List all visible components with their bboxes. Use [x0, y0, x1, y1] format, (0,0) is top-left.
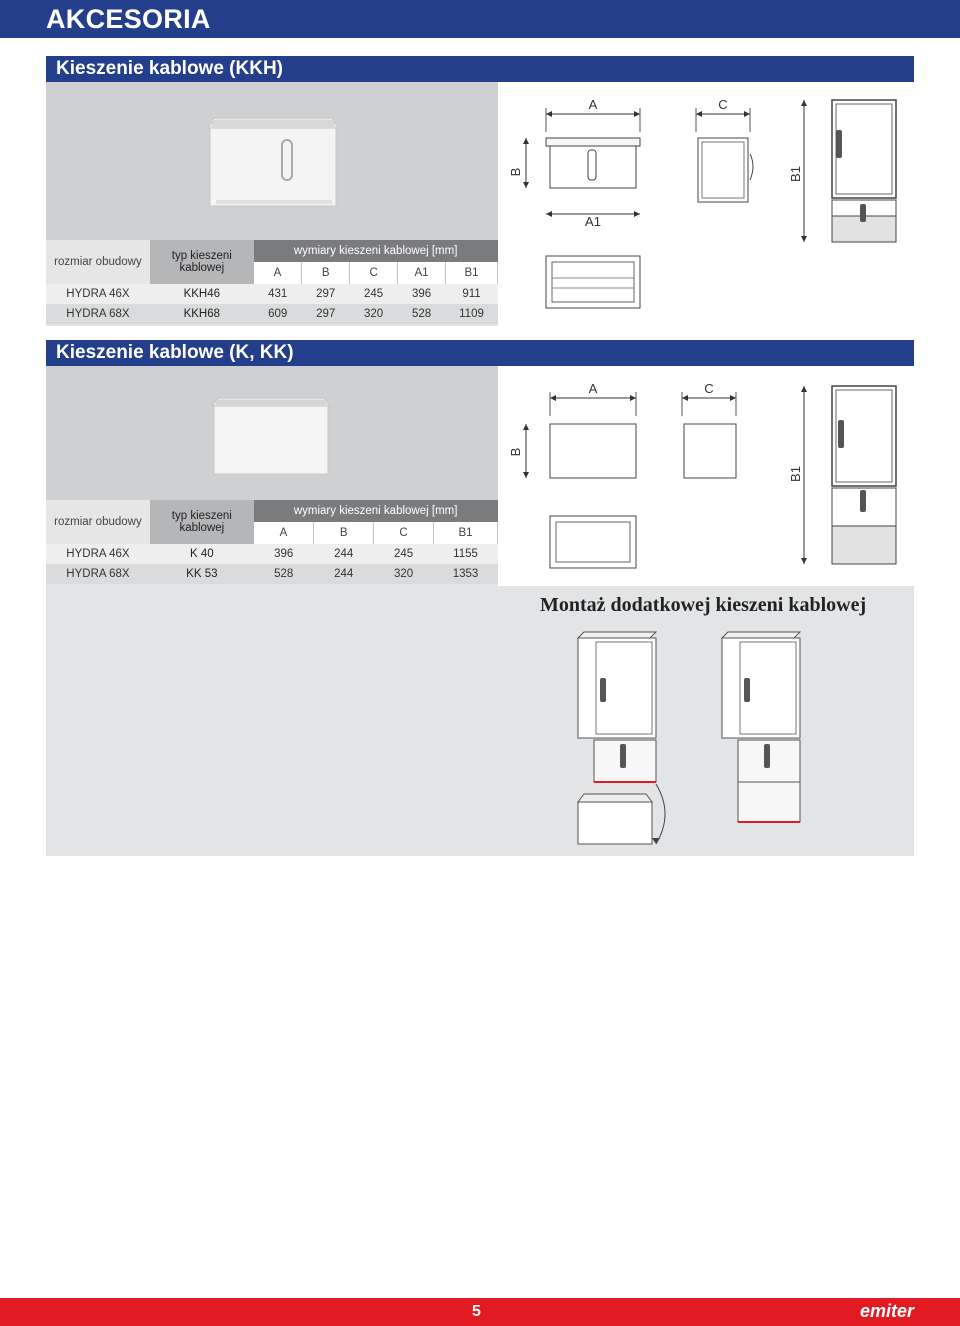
cell-value: 1109 — [446, 304, 498, 324]
dim-header: B1 — [446, 262, 498, 284]
col-header-typ: typ kieszeni kablowej — [150, 240, 254, 284]
dim-label-a: A — [588, 97, 598, 112]
cell-rozmiar: HYDRA 68X — [46, 564, 150, 584]
kkh-technical-drawing — [498, 82, 914, 326]
table-row — [46, 284, 498, 304]
kkh-spec-table — [46, 240, 498, 324]
assembly-drawing — [560, 624, 820, 850]
dim-label-a1: A1 — [585, 214, 601, 229]
table-row — [46, 564, 498, 584]
section2-photo-area — [46, 366, 498, 500]
cell-rozmiar: HYDRA 46X — [46, 544, 150, 564]
col-header-rozmiar: rozmiar obudowy — [46, 240, 150, 284]
col-header-rozmiar: rozmiar obudowy — [46, 500, 150, 544]
montaz-illustration — [560, 624, 820, 850]
cell-value: 320 — [374, 564, 434, 584]
cable-pocket-kkh-photo — [46, 82, 498, 240]
dim-header: C — [350, 262, 398, 284]
cell-value: 245 — [350, 284, 398, 304]
cell-value: 528 — [398, 304, 446, 324]
logo-text: emiter — [860, 1301, 915, 1321]
cell-value: 396 — [254, 544, 314, 564]
section-title-k-kk: Kieszenie kablowe (K, KK) — [46, 340, 914, 366]
cell-value: 245 — [374, 544, 434, 564]
cell-typ: KK 53 — [150, 564, 254, 584]
dim-label-c: C — [704, 381, 714, 396]
k-technical-drawing — [498, 366, 914, 586]
cell-value: 396 — [398, 284, 446, 304]
dim-label-b1: B1 — [788, 466, 803, 482]
k-spec-table — [46, 500, 498, 584]
col-header-wymiary: wymiary kieszeni kablowej [mm] — [254, 500, 498, 522]
cell-value: 297 — [302, 284, 350, 304]
dim-header: A1 — [398, 262, 446, 284]
cell-value: 297 — [302, 304, 350, 324]
dim-header: B — [302, 262, 350, 284]
table-row — [46, 304, 498, 324]
cell-rozmiar: HYDRA 46X — [46, 284, 150, 304]
page-title: AKCESORIA — [46, 4, 211, 34]
dim-header: B1 — [434, 522, 498, 544]
cell-value: 1353 — [434, 564, 498, 584]
cell-typ: K 40 — [150, 544, 254, 564]
dim-label-b: B — [508, 167, 523, 177]
cell-value: 609 — [254, 304, 302, 324]
cable-pocket-k-photo — [46, 366, 498, 500]
cell-value: 320 — [350, 304, 398, 324]
dim-header: C — [374, 522, 434, 544]
cell-value: 244 — [314, 544, 374, 564]
dim-header: A — [254, 262, 302, 284]
emiter-logo — [858, 1299, 918, 1323]
cell-rozmiar: HYDRA 68X — [46, 304, 150, 324]
dim-header: A — [254, 522, 314, 544]
dim-label-c: C — [718, 97, 728, 112]
dim-label-b1: B1 — [788, 166, 803, 182]
cell-value: 528 — [254, 564, 314, 584]
section-title-kkh: Kieszenie kablowe (KKH) — [46, 56, 914, 82]
table-row — [46, 544, 498, 564]
page-number: 5 — [472, 1303, 481, 1320]
section1-photo-area — [46, 82, 498, 240]
page-header — [0, 0, 960, 38]
cell-typ: KKH46 — [150, 284, 254, 304]
montaz-title: Montaż dodatkowej kieszeni kablowej — [540, 594, 867, 616]
cell-value: 431 — [254, 284, 302, 304]
cell-value: 1155 — [434, 544, 498, 564]
section2-diagram-area — [498, 366, 914, 586]
col-header-typ: typ kieszeni kablowej — [150, 500, 254, 544]
cell-typ: KKH68 — [150, 304, 254, 324]
dim-header: B — [314, 522, 374, 544]
dim-label-a: A — [588, 381, 598, 396]
cell-value: 911 — [446, 284, 498, 304]
col-header-wymiary: wymiary kieszeni kablowej [mm] — [254, 240, 498, 262]
section1-diagram-area — [498, 82, 914, 326]
dim-label-b: B — [508, 447, 523, 457]
cell-value: 244 — [314, 564, 374, 584]
